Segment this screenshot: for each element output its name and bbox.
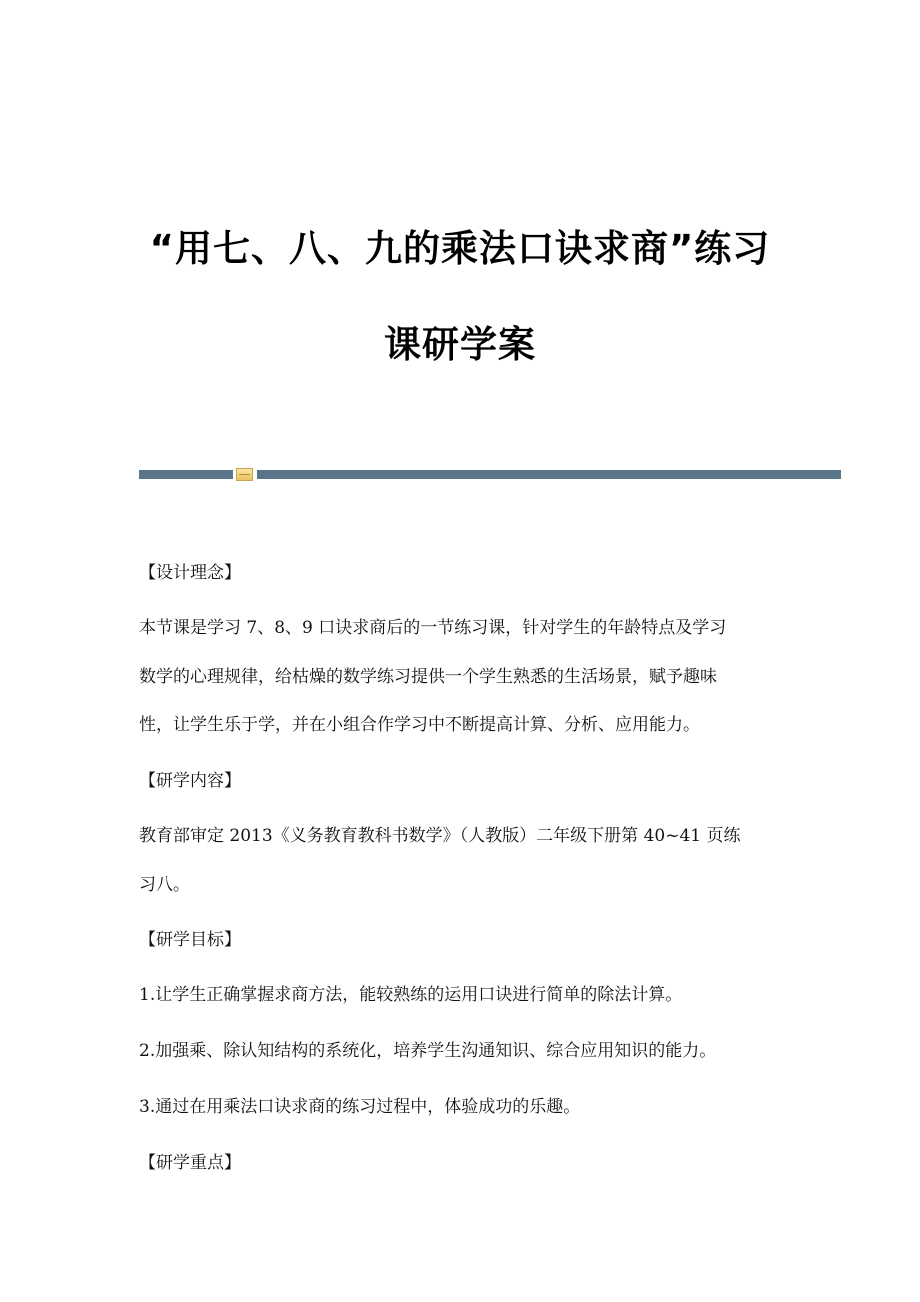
paragraph-line: 本节课是学习 7、8、9 口诀求商后的一节练习课，针对学生的年龄特点及学习 — [139, 618, 727, 638]
section-heading-study-content: 【研学内容】 — [139, 771, 241, 791]
title-divider-right — [257, 470, 841, 479]
goal-item: 1.让学生正确掌握求商方法，能较熟练的运用口诀进行简单的除法计算。 — [139, 985, 683, 1005]
paragraph-line: 性，让学生乐于学，并在小组合作学习中不断提高计算、分析、应用能力。 — [139, 715, 700, 735]
title-divider-left — [139, 470, 233, 479]
section-heading-study-focus: 【研学重点】 — [139, 1153, 241, 1173]
paragraph-line: 数学的心理规律，给枯燥的数学练习提供一个学生熟悉的生活场景，赋予趣味 — [139, 667, 717, 687]
paragraph-line: 教育部审定 2013《义务教育教科书数学》（人教版）二年级下册第 40~41 页练 — [139, 826, 741, 846]
document-title-line-1: “用七、八、九的乘法口诀求商”练习 — [149, 227, 771, 270]
goal-item: 2.加强乘、除认知结构的系统化，培养学生沟通知识、综合应用知识的能力。 — [139, 1041, 717, 1061]
section-heading-design-concept: 【设计理念】 — [139, 563, 241, 583]
paragraph-line: 习八。 — [139, 875, 190, 895]
goal-item: 3.通过在用乘法口诀求商的练习过程中，体验成功的乐趣。 — [139, 1097, 581, 1117]
divider-ornament-icon — [236, 468, 253, 481]
document-title-line-2: 课研学案 — [384, 323, 536, 366]
section-heading-study-goals: 【研学目标】 — [139, 930, 241, 950]
